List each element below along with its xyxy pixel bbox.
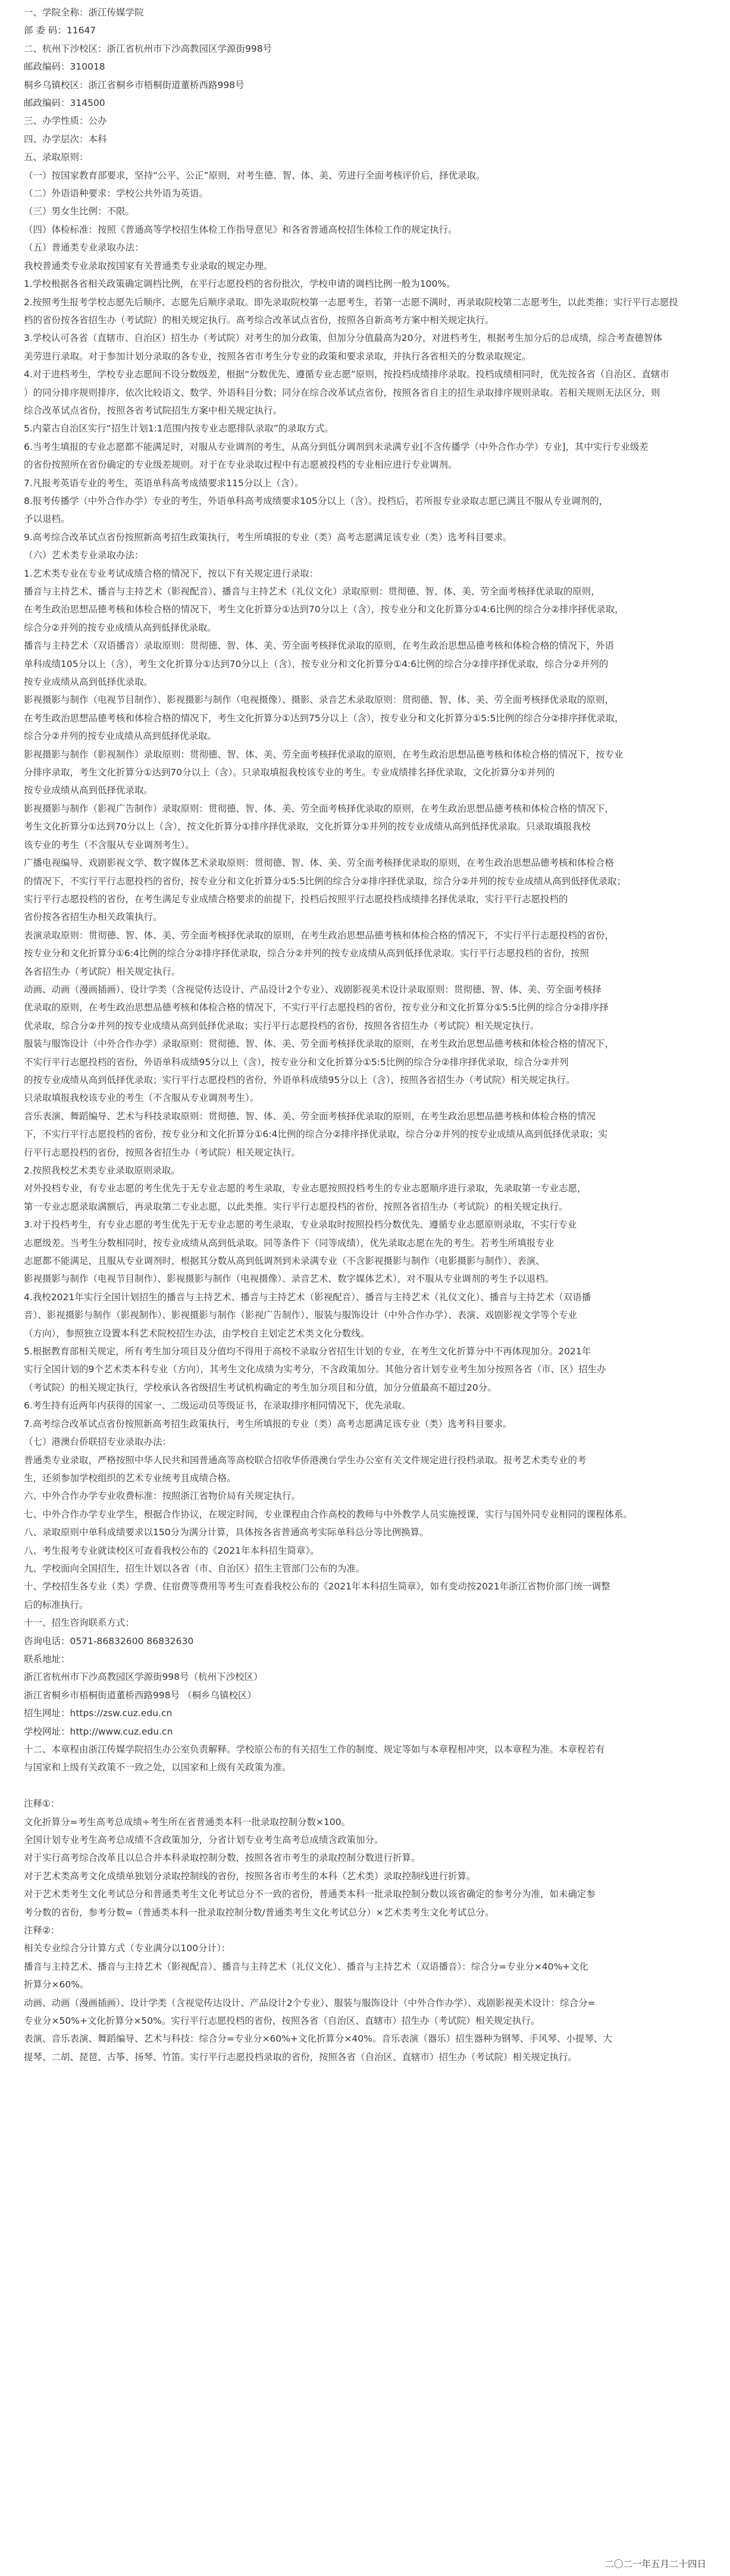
- text-line: 六、中外合作办学专业收费标准：按照浙江省物价局有关规定执行。: [24, 1491, 301, 1502]
- text-line: 2.按照考生报考学校志愿先后顺序、志愿先后顺序录取。即先录取院校第一志愿考生，若第一志愿不满时，再录取院校第二志愿考生，以此类推；实行平行志愿投: [24, 296, 678, 308]
- text-line: 生，还须参加学校组织的艺术专业统考且成绩合格。: [24, 1472, 236, 1483]
- text-line: 优录取的原则，在考生政治思想品德考核和体检合格的情况下，不实行平行志愿投档的省份，按专业分和文化折算分①5:5比例的综合分②排序择: [24, 1002, 609, 1013]
- text-line: 综合改革试点省份，按照各省考试院招生方案中相关规定执行。: [24, 405, 283, 416]
- text-line: 综合分②并列的按专业成绩从高到低择优录取。: [24, 731, 217, 742]
- text-line: 注释①：: [24, 1798, 60, 1810]
- text-line: 部 委 码：11647: [24, 25, 96, 36]
- text-line: 对于实行高考综合改革且以总合并本科录取控制分数，按照各省市考生的录取控制分数进行折算。: [24, 1852, 421, 1864]
- text-line: 1.艺术类专业在专业考试成绩合格的情况下，按以下有关规定进行录取：: [24, 568, 319, 579]
- text-line: 折算分×60%。: [24, 1979, 89, 1990]
- text-line: 桐乡乌镇校区：浙江省桐乡市梧桐街道董桥西路998号: [24, 79, 245, 90]
- text-line: 邮政编码：310018: [24, 61, 105, 73]
- text-line: 十二、本章程由浙江传媒学院招生办公室负责解释。学校原公布的有关招生工作的制度、规定等如与本章程相冲突，以本章程为准。本章程若有: [24, 1744, 605, 1755]
- text-line: 普通类专业录取，严格按照中华人民共和国普通高等高校联合招收华侨港澳台学生办公室有关文件规定进行投档录取。报考艺术类专业的考: [24, 1454, 587, 1466]
- text-line: 表演录取原则：贯彻德、智、体、美、劳全面考核择优录取的原则，在考生政治思想品德考核和体检合格的情况下，不实行平行志愿投档的省份，: [24, 929, 615, 941]
- text-line: 文化折算分=考生高考总成绩÷考生所在省普通类本科一批录取控制分数×100。: [24, 1816, 351, 1827]
- text-line: 十、学校招生各专业（类）学费、住宿费等费用等考生可查看我校公布的《2021年本科招生简章》，如有变动按2021年浙江省物价部门统一调整: [24, 1581, 610, 1592]
- text-line: 9.高考综合改革试点省份按照新高考招生政策执行，考生所填报的专业（类）高考志愿满足该专业（类）选考科目要求。: [24, 531, 512, 543]
- text-line: 九、学校面向全国招生，招生计划以各省（市、自治区）招生主管部门公布的为准。: [24, 1563, 365, 1574]
- text-line: 该专业的考生（不含服从专业调剂考生）。: [24, 839, 195, 850]
- text-line: 五、录取原则：: [24, 152, 89, 163]
- text-line: 八、考生报考专业就读校区可查看我校公布的《2021年本科招生简章》。: [24, 1545, 319, 1556]
- text-line: [24, 1777, 706, 1795]
- text-line: 6.考生持有近两年内获得的国家一、二级运动员等级证书，在录取排序相同情况下，优先录取。: [24, 1400, 411, 1411]
- text-line: 档的省份按各省招生办（考试院）的相关规定执行。高考综合改革试点省份，按照各自新高考方案中相关规定执行。: [24, 314, 494, 325]
- text-line: 招生网址：https://zsw.cuz.edu.cn: [24, 1708, 173, 1719]
- text-line: 1.学校根据各省相关政策确定调档比例，在平行志愿投档的省份批次，学校申请的调档比例一般为100%。: [24, 278, 456, 290]
- text-line: 优录取，综合分②并列的按专业成绩从高到低择优录取；实行平行志愿投档的省份，按照各省招生办（考试院）相关规定执行。: [24, 1020, 540, 1031]
- text-line: 实行平行志愿投档的省份，在考生满足专业成绩合格要求的前提下，投档后按照平行志愿投档成绩排名择优录取，实行平行志愿投档的: [24, 893, 568, 904]
- text-line: 4.我校2021年实行全国计划招生的播音与主持艺术、播音与主持艺术（影视配音）、播音与主持艺术（礼仪文化）、播音与主持艺术（双语播: [24, 1291, 591, 1303]
- text-line: 各省招生办（考试院）相关规定执行。: [24, 966, 181, 977]
- text-line: 8.报考传播学（中外合作办学）专业的考生，外语单科高考成绩要求105分以上（含）。投档后，若所报专业录取志愿已满且不服从专业调剂的，: [24, 495, 609, 506]
- text-line: 对于艺术类高考文化成绩单独划分录取控制线的省份，按照各省市考生的本科（艺术类）录取控制线进行折算。: [24, 1870, 476, 1882]
- text-line: 实行全国计划的9个艺术类本科专业（方向），其考生文化成绩为实考分，不含政策加分。其他分省计划专业考生加分按照各省（市、区）招生办: [24, 1364, 606, 1375]
- text-line: 志愿级差。当考生分数相同时，按专业成绩从高到低录取。同等条件下（同等成绩），优先录取志愿在先的考生。若考生所填报专业: [24, 1237, 554, 1248]
- text-line: 影视摄影与制作（电视节目制作）、影视摄影与制作（电视摄像）、摄影、录音艺术录取原则：贯彻德、智、体、美、劳全面考核择优录取的原则，: [24, 694, 615, 706]
- text-line: （考试院）的相关规定执行，学校承认各省级招生考试机构确定的考生加分项目和分值，加分分值最高不超过20分。: [24, 1382, 497, 1393]
- document-date: 二〇二一年五月二十四日: [604, 2559, 706, 2569]
- text-line: 不实行平行志愿投档的省份，外语单科成绩95分以上（含），按专业分和文化折算分①5:5比例的综合分②排序择优录取，综合分②并列: [24, 1056, 569, 1068]
- text-line: 与国家和上级有关政策不一致之处，以国家和上级有关政策为准。: [24, 1762, 292, 1773]
- text-line: （七）港澳台侨联招专业录取办法：: [24, 1436, 172, 1448]
- text-line: 注释②：: [24, 1925, 60, 1936]
- text-line: 对外投档专业，有专业志愿的考生优先于无专业志愿的考生录取，专业志愿按照投档考生的专业志愿顺序进行录取，先录取第一专业志愿，: [24, 1183, 587, 1194]
- text-line: 予以退档。: [24, 514, 70, 525]
- text-line: 联系地址：: [24, 1653, 70, 1664]
- text-line: 动画、动画（漫画插画）、设计学类（含视觉传达设计、产品设计2个专业）、服装与服饰设计（中外合作办学）、戏剧影视美术设计：综合分=: [24, 1997, 596, 2008]
- text-line: 考生文化折算分①达到70分以上（含），按文化折算分①排序择优录取，文化折算分①并列的按专业成绩从高到低择优录取。只录取填报我校: [24, 821, 591, 832]
- text-line: 按专业分和文化折算分①6:4比例的综合分②排序择优录取，综合分②并列的按专业成绩从高到低择优录取。实行平行志愿投档的省份，按照: [24, 948, 590, 959]
- text-line: 对于艺术类考生文化考试总分和普通类考生文化考试总分不一致的省份，普通类本科一批录取控制分数以该省确定的参考分为准，如未确定参: [24, 1889, 596, 1900]
- text-line: 3.对于投档考生，有专业志愿的考生优先于无专业志愿的考生录取，专业录取时按照投档分数优先、遵循专业志愿原则录取，不实行专业: [24, 1219, 577, 1231]
- text-line: 分排序录取，考生文化折算分①达到70分以上（含）。只录取填报我校该专业的考生。专业成绩排名择优录取，文化折算分①并列的: [24, 767, 555, 778]
- text-line: （二）外语语种要求：学校公共外语为英语。: [24, 188, 209, 199]
- text-line: 四、办学层次：本科: [24, 133, 107, 145]
- text-line: 5.根据教育部相关规定，所有考生加分项目及分值均不得用于高校不录取分省招生计划的专业，在考生文化折算分中不再体现加分。2021年: [24, 1346, 591, 1357]
- text-line: 3.学校认可各省（直辖市、自治区）招生办（考试院）对考生的加分政策，但加分分值最高为20分，对进档考生，根据考生加分后的总成绩，综合考查德智体: [24, 333, 663, 344]
- text-line: 单科成绩105分以上（含），考生文化折算分①达到70分以上（含），按专业分和文化折算分①4:6比例的综合分②排序择优录取，综合分②并列的: [24, 658, 609, 669]
- text-line: 省份按各省招生办相关政策执行。: [24, 912, 162, 923]
- text-line: 提琴、二胡、琵琶、古筝、扬琴、竹笛。实行平行志愿投档录取的省份，按照各省（自治区、直辖市）招生办（考试院）相关规定执行。: [24, 2051, 578, 2062]
- text-line: 考分数的省份，参考分数=（普通类本科一批录取控制分数/普通类考生文化考试总分）×艺术类考生文化考试总分。: [24, 1907, 494, 1918]
- text-line: 7.凡报考英语专业的考生，英语单科高考成绩要求115分以上（含）。: [24, 477, 304, 489]
- text-line: 行平行志愿投档的省份，按照各省招生办（考试院）相关规定执行。: [24, 1147, 301, 1158]
- text-line: 音乐表演、舞蹈编导、艺术与科技录取原则：贯彻德、智、体、美、劳全面考核择优录取的原则，在考生政治思想品德考核和体检合格的情况: [24, 1110, 596, 1122]
- text-line: 播音与主持艺术、播音与主持艺术（影视配音）、播音与主持艺术（礼仪文化）录取原则：贯彻德、智、体、美、劳全面考核择优录取的原则，: [24, 586, 600, 597]
- text-line: 的省份按照所在省份确定的专业级差规则。对于在专业录取过程中有志愿被投档的专业相应进行专业调剂。: [24, 459, 458, 471]
- text-line: 影视摄影与制作（电视节目制作）、影视摄影与制作（电视摄像）、录音艺术、数字媒体艺术），对不服从专业调剂的考生予以退档。: [24, 1273, 554, 1285]
- text-line: 邮政编码：314500: [24, 98, 105, 109]
- text-line: 表演、音乐表演、舞蹈编导、艺术与科技：综合分=专业分×60%+文化折算分×40%。音乐表演（器乐）招生器种为钢琴、手风琴、小提琴、大: [24, 2033, 612, 2045]
- text-line: （一）按国家教育部要求，坚持“公平、公正”原则，对考生德、智、体、美、劳进行全面考核评价后，择优录取。: [24, 170, 485, 181]
- text-line: 影视摄影与制作（影视广告制作）录取原则：贯彻德、智、体、美、劳全面考核择优录取的原则，在考生政治思想品德考核和体检合格的情况下，: [24, 803, 615, 814]
- text-line: 服装与服饰设计（中外合作办学）录取原则：贯彻德、智、体、美、劳全面考核择优录取的原则，在考生政治思想品德考核和体检合格的情况下，: [24, 1038, 615, 1050]
- text-line: 动画、动画（漫画插画）、设计学类（含视觉传达设计、产品设计2个专业）、戏剧影视美术设计录取原则：贯彻德、智、体、美、劳全面考核择: [24, 984, 601, 995]
- text-line: 按专业成绩从高到低择优录取。: [24, 785, 153, 796]
- text-line: 按专业成绩从高到低择优录取。: [24, 677, 153, 688]
- text-line: 专业分×50%+文化折算分×50%。实行平行志愿投档的省份，按照各省（自治区、直辖市）招生办（考试院）相关规定执行。: [24, 2015, 540, 2027]
- text-line: 八、录取原则中单科成绩要求以150分为满分计算，具体按各省普通高考实际单科总分等比例换算。: [24, 1527, 429, 1538]
- text-line: 第一专业志愿录取满额后，再录取第二专业志愿，以此类推。实行平行志愿投档的省份，按照各省招生办（考试院）的相关规定执行。: [24, 1201, 568, 1212]
- text-line: 7.高考综合改革试点省份按照新高考招生政策执行，考生所填报的专业（类）高考志愿满足该专业（类）选考科目要求。: [24, 1418, 512, 1429]
- text-line: 美劳进行录取。对于参加计划分录取的各专业，按照各省市考生分专业的政策和要求录取，并执行各省相关的分数录取规定。: [24, 350, 531, 362]
- text-line: 播音与主持艺术、播音与主持艺术（影视配音）、播音与主持艺术（礼仪文化）、播音与主持艺术（双语播音）：综合分=专业分×40%+文化: [24, 1961, 589, 1972]
- text-line: 浙江省杭州市下沙高教园区学源街998号（杭州下沙校区）: [24, 1672, 263, 1683]
- text-line: 2.按照我校艺术类专业录取原则录取。: [24, 1165, 180, 1176]
- text-line: 5.内蒙古自治区实行“招生计划1:1范围内按专业志愿排队录取”的录取方式。: [24, 423, 334, 434]
- text-line: 相关专业综合分计算方式（专业满分以100分计）：: [24, 1943, 231, 1954]
- text-line: 二、杭州下沙校区：浙江省杭州市下沙高教园区学源街998号: [24, 43, 272, 54]
- text-line: 广播电视编导、戏剧影视文学、数字媒体艺术录取原则：贯彻德、智、体、美、劳全面考核择优录取的原则，在考生政治思想品德考核和体检合格: [24, 857, 615, 869]
- text-line: 音）、影视摄影与制作（影视制作）、影视摄影与制作（影视广告制作）、服装与服饰设计（中外合作办学）、表演、戏剧影视文学等个专业: [24, 1310, 578, 1321]
- text-line: 后的标准执行。: [24, 1599, 89, 1610]
- document-body: [24, 4, 706, 2066]
- text-line: 播音与主持艺术（双语播音）录取原则：贯彻德、智、体、美、劳全面考核择优录取的原则，在考生政治思想品德考核和体检合格的情况下，外语: [24, 640, 615, 652]
- text-line: （方向），参照独立设置本科艺术院校招生办法，由学校自主划定艺术类文化分数线。: [24, 1328, 370, 1339]
- text-line: 在考生政治思想品德考核和体检合格的情况下，考生文化折算分①达到75分以上（含），按专业分和文化折算分①5:5比例的综合分②排序择优录取，: [24, 712, 624, 724]
- text-line: （六）艺术类专业录取办法：: [24, 550, 144, 561]
- text-line: ）的同分排序规则排序，依次比较语文、数学、外语科目分数；同分在综合改革试点省份，按照各省自主的招生录取排序规则录取。若相关规则无法区分，则: [24, 387, 660, 398]
- text-line: 志愿都不能满足，且服从专业调剂时，根据其分数从高到低调剂到未录满专业（不含影视摄影与制作（电影摄影与制作）、表演、: [24, 1256, 545, 1267]
- text-line: 综合分②并列的按专业成绩从高到低择优录取。: [24, 622, 217, 633]
- text-line: 的情况下，不实行平行志愿投档的省份，按专业分和文化折算分①5:5比例的综合分②排序择优录取，综合分②并列的按专业成绩从高到低择优录取；: [24, 875, 626, 887]
- text-line: （三）男女生比例：不限。: [24, 206, 135, 217]
- text-line: 七、中外合作办学专业学生，根据合作协议，在规定时间，专业课程由合作高校的教师与中外教学人员实施授课，实行与国外同专业相同的课程体系。: [24, 1508, 633, 1520]
- text-line: 6.当考生填报的专业志愿都不能满足时，对服从专业调剂的考生，从高分到低分调剂到未录满专业[不含传播学（中外合作办学）专业]，其中实行专业级差: [24, 441, 648, 452]
- text-line: 学校网址：http://www.cuz.edu.cn: [24, 1726, 173, 1737]
- text-line: 全国计划专业考生高考总成绩不含政策加分，分省计划专业考生高考总成绩含政策加分。: [24, 1835, 384, 1846]
- text-line: 的按专业成绩从高到低择优录取；实行平行志愿投档的省份，外语单科成绩95分以上（含），按照各省招生办（考试院）相关规定执行。: [24, 1074, 575, 1085]
- text-line: 4.对于进档考生，学校专业志愿间不设分数级差，根据“分数优先、遵循专业志愿”原则，按投档成绩排序录取。投档成绩相同时，优先按各省（自治区、直辖市: [24, 369, 669, 380]
- text-line: （四）体检标准：按照《普通高等学校招生体检工作指导意见》和各省普通高校招生体检工作的规定执行。: [24, 224, 458, 235]
- text-line: 下，不实行平行志愿投档的省份，按专业分和文化折算分①6:4比例的综合分②排序择优录取，综合分②并列的按专业成绩从高到低择优录取；实: [24, 1129, 608, 1140]
- text-line: 我校普通类专业录取按国家有关普通类专业录取的规定办理。: [24, 260, 273, 271]
- text-line: 在考生政治思想品德考核和体检合格的情况下，考生文化折算分①达到70分以上（含），按专业分和文化折算分①4:6比例的综合分②排序择优录取，: [24, 604, 624, 615]
- text-line: 十一、招生咨询联系方式：: [24, 1617, 135, 1629]
- text-line: 一、学院全称：浙江传媒学院: [24, 7, 144, 18]
- text-line: 影视摄影与制作（影视制作）录取原则：贯彻德、智、体、美、劳全面考核择优录取的原则，在考生政治思想品德考核和体检合格的情况下，按专业: [24, 749, 624, 760]
- text-line: 浙江省桐乡市梧桐街道董桥西路998号 （桐乡乌镇校区）: [24, 1689, 257, 1701]
- text-line: 三、办学性质：公办: [24, 115, 107, 127]
- text-line: （五）普通类专业录取办法：: [24, 242, 144, 253]
- text-line: 咨询电话：0571-86832600 86832630: [24, 1635, 194, 1647]
- text-line: 只录取填报我校该专业的考生（不含服从专业调剂考生）。: [24, 1093, 259, 1104]
